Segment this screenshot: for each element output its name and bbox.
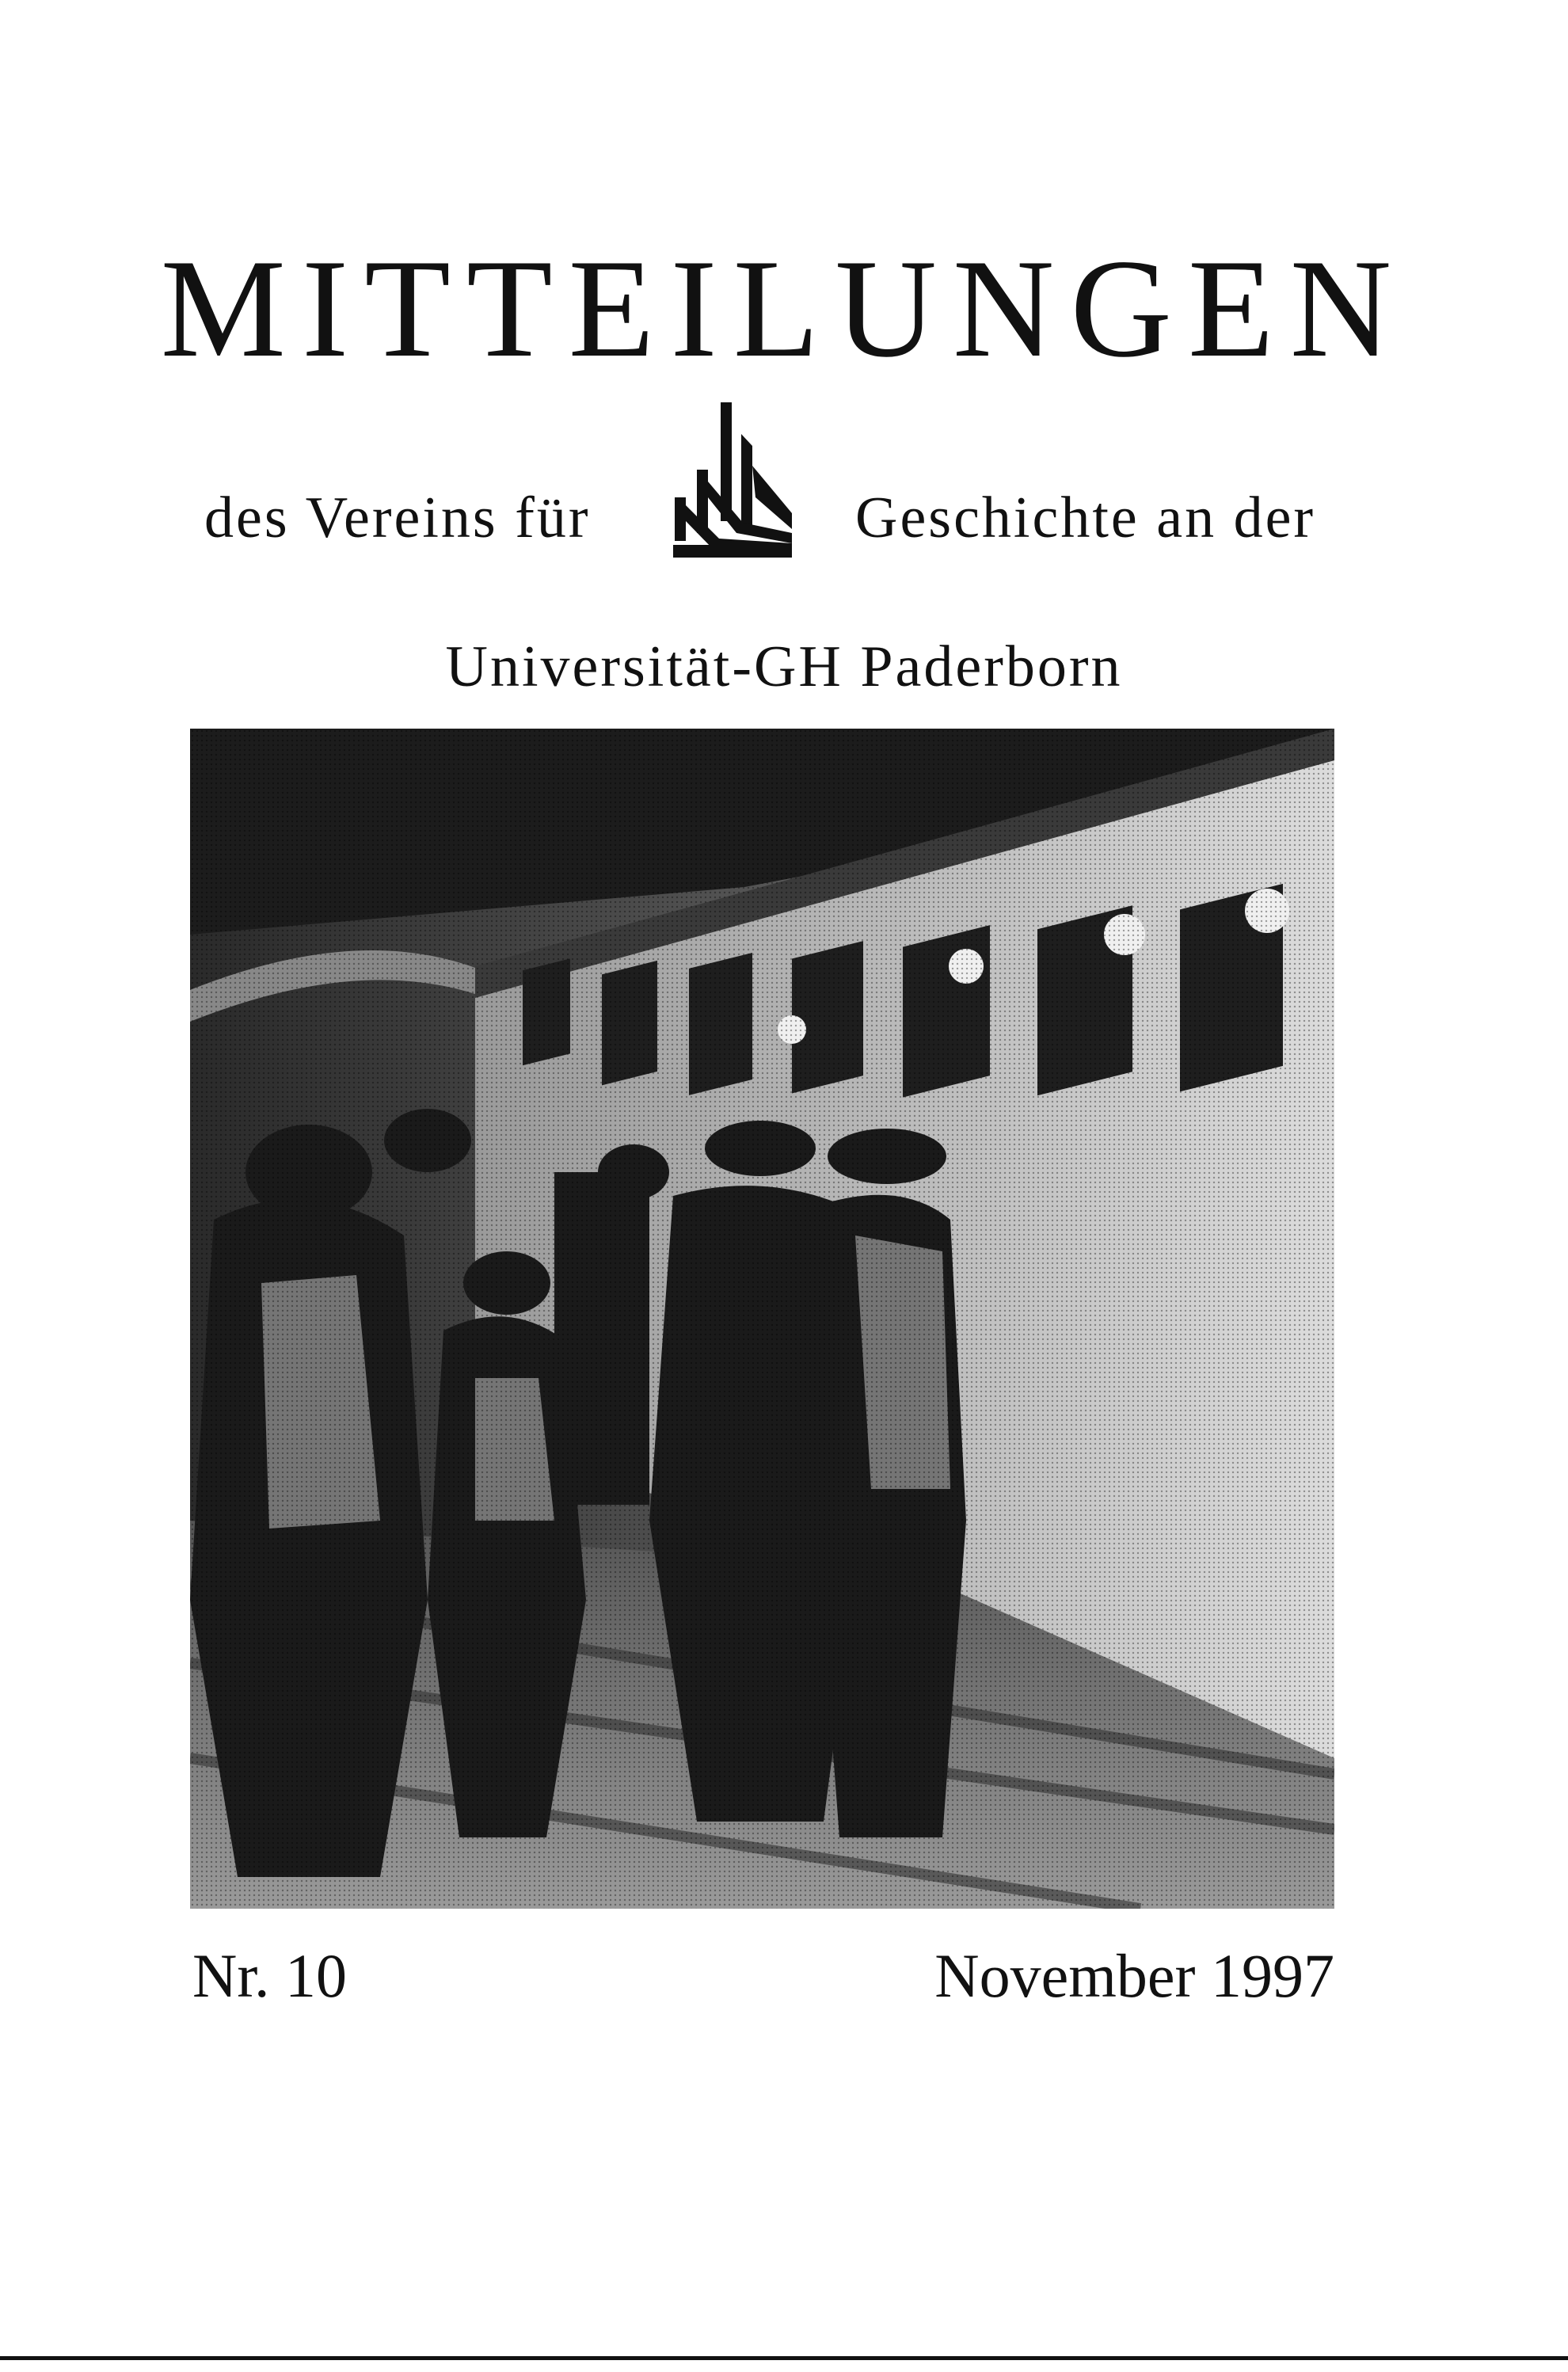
subtitle-right: Geschichte an der: [855, 485, 1316, 550]
page-title: MITTEILUNGEN: [160, 230, 1408, 386]
issue-number: Nr. 10: [192, 1941, 347, 2010]
subtitle-institution: Universität-GH Paderborn: [445, 634, 1123, 699]
subtitle-left: des Vereins für: [204, 485, 591, 550]
bottom-divider: [0, 2356, 1568, 2360]
railway-platform-photo: [190, 729, 1334, 1909]
issue-date: November 1997: [934, 1941, 1334, 2010]
university-logo-icon: [673, 402, 796, 569]
